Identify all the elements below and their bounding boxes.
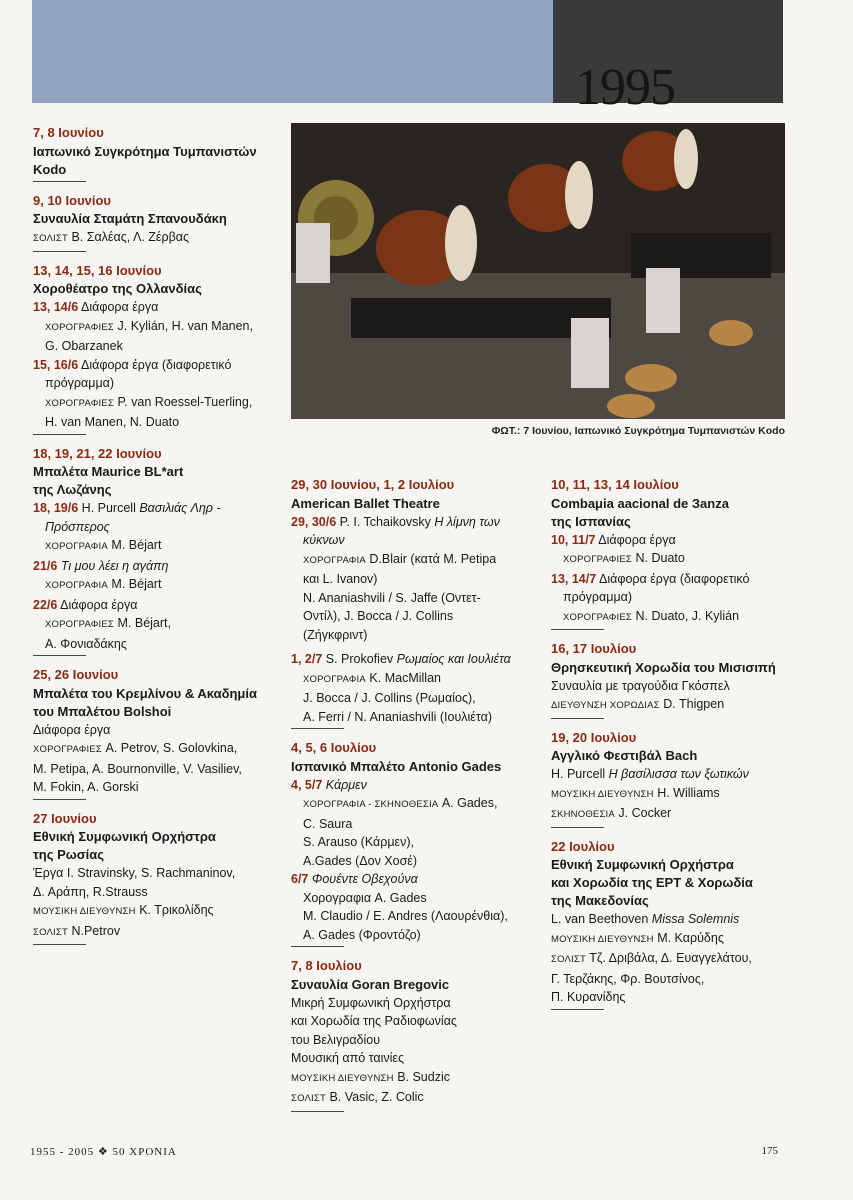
program-entry [551,838,791,1010]
role-label: ΣΟΛΙΣΤ [551,954,586,965]
credit-names: K. MacMillan [369,670,441,685]
entry-date: 13, 14, 15, 16 Ιουνίου [33,262,162,278]
credit-names: J. Cocker [618,806,672,820]
credit-names: H. Williams [657,785,720,800]
entry-title: της Ισπανίας [551,513,631,529]
credit-names: Α. Φονιαδάκης [45,636,127,651]
role-label: ΣΟΛΙΣΤ [291,1093,326,1104]
role-label: ΜΟΥΣΙΚΗ ΔΙΕΥΘΥΝΣΗ [551,788,654,800]
ensemble-text: του Βελιγραδίου [291,1032,381,1047]
work-text: Μουσική από ταινίες [291,1051,405,1065]
entry-date: 9, 10 Ιουνίου [33,192,111,208]
work-title: Η λίμνη των [434,514,500,529]
work-text: Διάφορα έργα (διαφορετικό [80,357,232,372]
credit-names: B. Vasic, Z. Colic [329,1090,424,1104]
role-label: ΔΙΕΥΘΥΝΣΗ ΧΟΡΩΔΙΑΣ [551,700,660,711]
entry-divider [291,946,344,947]
entry-divider [33,799,86,800]
program-entry [33,445,283,657]
entry-title: Μπαλέτα του Κρεμλίνου & Ακαδημία [33,685,257,701]
composer-text: H. Purcell [551,767,606,781]
credit-names: A.Gades (Δον Χοσέ) [303,853,418,868]
program-entry [291,739,543,947]
entry-title: Ιαπωνικό Συγκρότημα Τυμπανιστών Kodo [33,143,257,177]
credit-names: M. Petipa, A. Bournonville, V. Vasiliev, [33,761,242,776]
entry-divider [33,181,86,182]
credit-names: A. Gades, [441,796,498,810]
entry-title: και Χορωδία της ΕΡΤ & Χορωδία [551,875,753,890]
entry-divider [33,251,86,252]
header-band-blue [32,0,553,103]
entry-title: Combaμia aacional de Зanza [551,495,729,511]
entry-title: Συναυλία Σταμάτη Σπανουδάκη [33,211,227,226]
performance-date: 13, 14/6 [33,300,79,314]
role-label: ΣΟΛΙΣΤ [33,926,68,938]
composer-text: S. Prokofiev [325,652,394,666]
entry-date: 16, 17 Ιουλίου [551,641,637,656]
credit-names: M. Béjart [111,577,162,591]
credit-names: N. Duato [635,551,685,565]
role-label: ΧΟΡΟΓΡΑΦΙΑ [45,541,108,552]
performance-date: 13, 14/7 [551,571,597,586]
credit-names: B. Sudzic [397,1069,450,1084]
entry-divider [33,944,86,945]
performance-date: 10, 11/7 [551,532,596,547]
role-label: ΧΟΡΟΓΡΑΦΙΑ [303,673,366,685]
work-title: Πρόσπερος [45,519,110,534]
credit-names: M. Fokin, A. Gorski [33,780,139,794]
entry-date: 7, 8 Ιουλίου [291,958,362,973]
composer-text: H. Purcell [81,501,136,515]
entry-title: Χοροθέατρο της Ολλανδίας [33,281,202,296]
credit-names: D.Blair (κατά M. Petipa [369,551,497,566]
program-column-2 [291,476,543,1122]
entry-date: 18, 19, 21, 22 Ιουνίου [33,445,162,461]
credit-names: Π. Κυρανίδης [551,990,626,1004]
credit-names: A. Ferri / N. Ananiashvili (Ιουλιέτα) [303,709,493,724]
photo-illustration [291,123,785,419]
credit-names: M. Béjart, [117,616,171,630]
entry-divider [33,434,86,435]
work-text: πρόγραμμα) [563,590,633,604]
ensemble-text: και Χορωδία της Ραδιοφωνίας [291,1014,457,1028]
role-label: ΜΟΥΣΙΚΗ ΔΙΕΥΘΥΝΣΗ [291,1072,394,1084]
credit-names: G. Obarzanek [45,339,123,353]
entry-title: Θρησκευτική Χορωδία του Μισισιπή [551,659,776,675]
credit-names: J. Kylián, H. van Manen, [117,318,253,333]
program-column-3 [551,476,791,1020]
credit-names: S. Arauso (Κάρμεν), [303,835,415,849]
entry-title: Εθνική Συμφωνική Ορχήστρα [551,857,734,872]
program-entry [33,124,283,182]
program-entry [291,476,543,729]
role-label: ΧΟΡΟΓΡΑΦΙΕΣ [563,611,633,623]
work-text: Διάφορα έργα [80,300,159,314]
entry-title: Εθνική Συμφωνική Ορχήστρα [33,829,216,844]
credit-names: D. Thigpen [663,697,725,711]
entry-title: American Ballet Theatre [291,495,440,511]
entry-date: 10, 11, 13, 14 Ιουλίου [551,477,679,492]
role-label: ΜΟΥΣΙΚΗ ΔΙΕΥΘΥΝΣΗ [551,933,654,945]
credit-names: H. van Manen, N. Duato [45,415,180,429]
program-entry [33,192,283,252]
credit-names: Τζ. Δριβάλα, Δ. Ευαγγελάτου, [589,951,752,965]
entry-title: Αγγλικό Φεστιβάλ Bach [551,748,698,763]
work-text: Διάφορα έργα [60,597,138,612]
performance-date: 29, 30/6 [291,514,337,529]
entry-date: 29, 30 Ιουνίου, 1, 2 Ιουλίου [291,477,455,492]
entry-divider [291,1111,344,1112]
entry-divider [551,629,604,630]
page-number: 175 [761,1145,778,1157]
role-label: ΧΟΡΟΓΡΑΦΙΕΣ [45,321,115,333]
composer-text: L. van Beethoven [551,912,649,926]
performance-date: 18, 19/6 [33,501,79,515]
entry-divider [291,728,344,729]
work-text: Έργα I. Stravinsky, S. Rachmaninov, [33,866,236,880]
work-text: Διάφορα έργα (διαφορετικό [598,571,750,586]
performance-date: 4, 5/7 [291,777,323,792]
entry-date: 25, 26 Ιουνίου [33,667,119,682]
program-entry [551,476,791,630]
credit-names: (Ζήγκφριντ) [303,627,368,642]
work-text: πρόγραμμα) [45,376,115,390]
program-entry [291,957,543,1112]
program-column-1 [33,124,283,955]
entry-title: της Ρωσίας [33,847,105,862]
role-label: ΧΟΡΟΓΡΑΦΙΑ - ΣΚΗΝΟΘΕΣΙΑ [303,799,439,810]
credit-names: M. Béjart [111,538,162,552]
performance-date: 15, 16/6 [33,357,79,372]
credit-names: C. Saura [303,816,353,831]
program-entry [33,810,283,946]
role-label: ΧΟΡΟΓΡΑΦΙΕΣ [45,619,115,630]
credit-names: Β. Σαλέας, Λ. Ζέρβας [71,230,190,244]
role-label: ΧΟΡΟΓΡΑΦΙΑ [303,554,366,566]
role-label: ΜΟΥΣΙΚΗ ΔΙΕΥΘΥΝΣΗ [33,906,136,917]
work-title: Βασιλιάς Ληρ - [139,501,221,515]
footer-anniversary: 1955 - 2005 ❖ 50 ΧΡΟΝΙΑ [30,1146,177,1158]
work-text: Συναυλία με τραγούδια Γκόσπελ [551,678,730,693]
entry-date: 22 Ιουλίου [551,838,615,854]
work-title: Missa Solemnis [651,912,740,926]
kodo-drummers-photo [291,123,785,419]
work-title: Κάρμεν [325,777,367,792]
work-title: Η βασίλισσα των ξωτικών [608,767,749,781]
performance-date: 21/6 [33,558,58,573]
performance-date: 22/6 [33,597,58,612]
entry-title: του Μπαλέτου Bolshoi [33,703,172,719]
work-title: Τι μου λέει η αγάπη [60,558,169,573]
performance-date: 6/7 [291,872,309,886]
performance-date: 1, 2/7 [291,652,323,666]
credit-names: N. Duato, J. Kylián [635,608,740,623]
entry-title: Μπαλέτα Maurice BL*art [33,464,184,479]
work-text: Διάφορα έργα [598,532,676,547]
work-title: Φουέντε Οβεχούνα [311,872,418,886]
role-label: ΣΚΗΝΟΘΕΣΙΑ [551,809,615,820]
credit-names: N.Petrov [71,923,121,938]
page-year: 1995 [575,59,675,116]
credit-names: P. van Roessel-Tuerling, [117,394,253,409]
credit-names: Χορογραφια A. Gades [303,890,427,905]
credit-names: N. Ananiashvili / S. Jaffe (Οντετ- [303,590,481,605]
work-text: Δ. Αράπη, R.Strauss [33,884,148,899]
credit-names: Κ. Τρικολίδης [139,903,214,917]
photo-caption: ΦΩΤ.: 7 Ιουνίου, Ιαπωνικό Συγκρότημα Τυμπανιστών Kodo [491,425,785,437]
credit-names: A. Petrov, S. Golovkina, [105,741,238,755]
entry-title: Συναυλία Goran Bregovic [291,976,450,992]
work-title: κύκνων [303,533,345,547]
work-text: Διάφορα έργα [33,722,111,737]
entry-date: 19, 20 Ιουλίου [551,729,637,745]
program-entry [33,666,283,800]
credit-names: Οντίλ), J. Bocca / J. Collins [303,609,454,623]
credit-names: M. Claudio / E. Andres (Λαουρένθια), [303,909,508,923]
role-label: ΧΟΡΟΓΡΑΦΙΕΣ [33,744,103,755]
credit-names: και L. Ivanov) [303,572,378,586]
entry-date: 4, 5, 6 Ιουλίου [291,740,377,755]
composer-text: P. I. Tchaikovsky [339,514,431,529]
role-label: ΧΟΡΟΓΡΑΦΙΕΣ [45,397,115,409]
entry-divider [551,1009,604,1010]
entry-title: της Λωζάνης [33,482,112,497]
credit-names: Μ. Καρύδης [657,930,724,945]
entry-divider [33,655,86,656]
entry-divider [551,827,604,828]
entry-date: 7, 8 Ιουνίου [33,125,104,140]
entry-title: της Μακεδονίας [551,893,649,908]
program-entry [551,729,791,828]
credit-names: J. Bocca / J. Collins (Ρωμαίος), [303,691,476,705]
role-label: ΧΟΡΟΓΡΑΦΙΕΣ [563,554,633,565]
ensemble-text: Μικρή Συμφωνική Ορχήστρα [291,995,451,1010]
work-title: Ρωμαίος και Ιουλιέτα [396,652,511,666]
credit-names: A. Gades (Φροντόζο) [303,927,421,942]
credit-names: Γ. Τερζάκης, Φρ. Βουτσίνος, [551,971,705,986]
entry-divider [551,718,604,719]
entry-date: 27 Ιουνίου [33,810,97,826]
program-entry [551,640,791,719]
role-label: ΣΟΛΙΣΤ [33,233,68,244]
entry-title: Ισπανικό Μπαλέτο Antonio Gades [291,758,502,774]
role-label: ΧΟΡΟΓΡΑΦΙΑ [45,580,108,591]
program-entry [33,262,283,435]
